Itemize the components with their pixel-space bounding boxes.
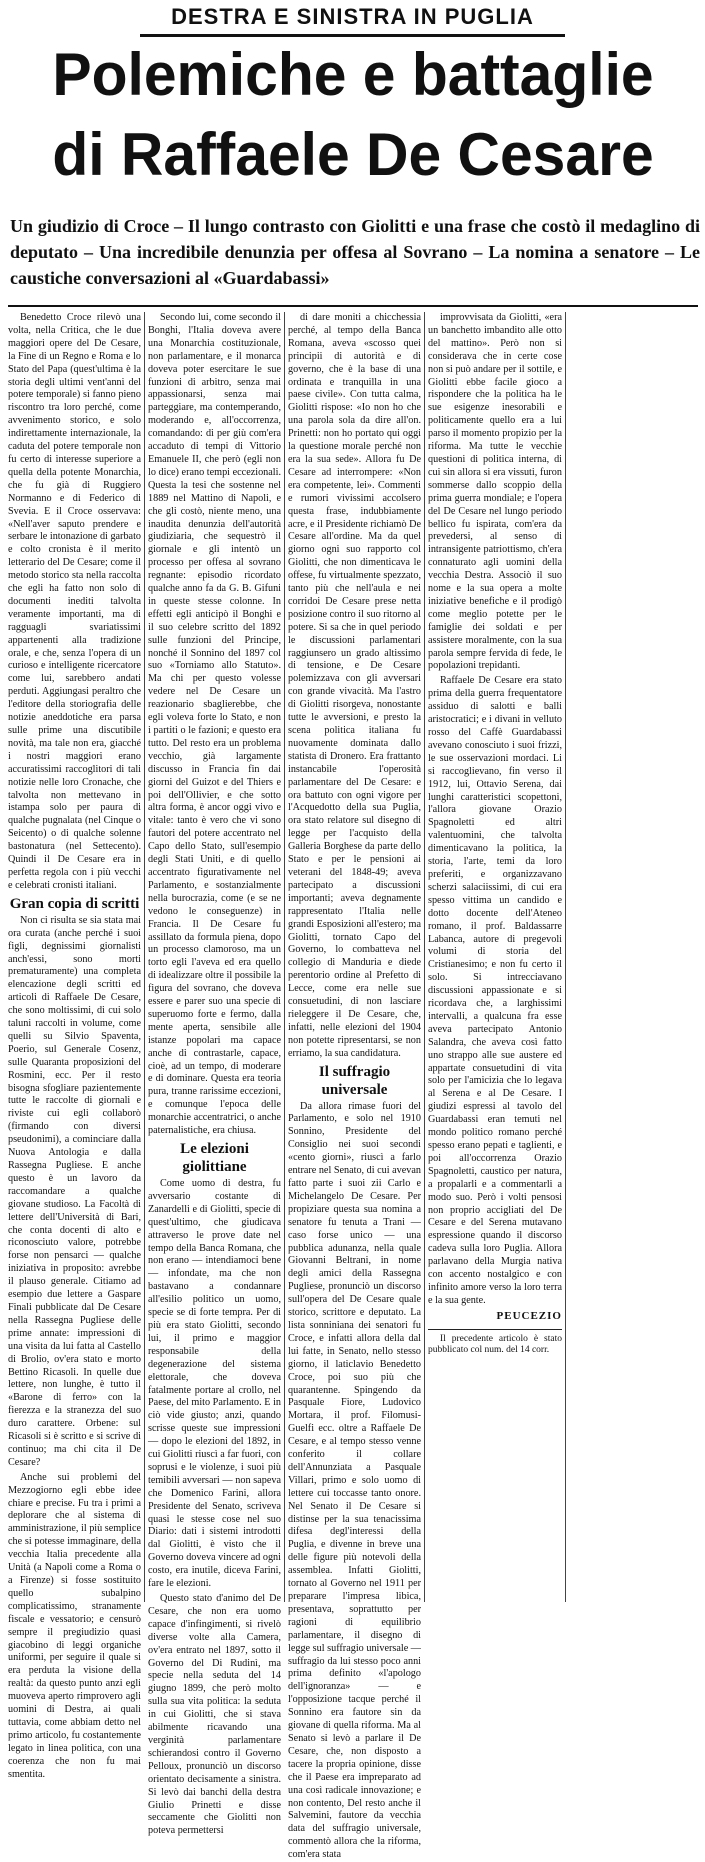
divider-rule (8, 305, 698, 307)
column-divider (565, 312, 566, 1602)
article-column-1 (8, 312, 141, 1780)
column-divider (284, 312, 285, 1602)
paragraph: Secondo lui, come secondo il Bonghi, l'Italia doveva avere una Monarchia costituzionale, non parlamentare, e il monarca doveva poter esercitare le sue funzioni di arbitro, senza mai appassionarsi, senza mai parteggiare, ma contemperando, moderando e, all'occorrenza, comandando: di per giù com'era accaduto di tempi di Vittorio Emanuele II, che però (egli non lo dice) erano tempi eccezionali. Questa la tesi che sostenne nel 1889 nel Mattino di Napoli, e che gli costò, niente meno, una inaudita denunzia dell'autorità giudiziaria, che sequestrò il giornale e gli intentò un processo per offesa al sovrano regnante: episodio ricordato qualche anno fa da G. B. Gifuni in queste stesse colonne. In effetti egli anticipò il Bonghi e il suo celebre scritto del 1892 sulle funzioni del Principe, nonché il Sonnino del 1897 col suo «Torniamo allo Statuto». Ma chi per questo volesse vedere nel De Cesare un reazionario sbaglierebbe, che egli voleva forte lo Stato, e non i partiti o le fazioni; e questo era tutto. Del resto era un problema vecchio, già largamente discusso in Francia fin dai giorni del Guizot e del Thiers e poi dell'Ollivier, e che sotto altra forma, è ancor oggi vivo e vitale: tanto è vero che vi sono fautori del potere accentrato nel Capo dello Stato, sull'esempio degli Stati Uniti, e di quello accentrato figurativamente nel Parlamento, e sostanzialmente nella burocrazia, come (e se ne vedono le conseguenze) in Francia. Il De Cesare fu assillato da formula piena, dopo un processo clamoroso, ma un torto egli l'aveva ed era quello di idealizzare oltre il possibile la figura del sovrano, che doveva essere e parer suo una specie di superuomo forte e fermo, dalla mente aperta, sensibile alle istanze popolari ma capace anche di contrastarle, capace, cioè, ad un tempo, di moderare e di dominare. Questa era teoria pura, tranne rarissime eccezioni, e comunque l'epoca delle monarchie accentratrici, o anche paternalistiche, era chiusa. (148, 312, 281, 1137)
paragraph: Anche sui problemi del Mezzogiorno egli ebbe idee chiare e precise. Fu tra i primi a deplorare che al sistema di amministrazione, il più semplice che si potesse immaginare, della vecchia Italia precedente alla Unità (a Napoli come a Roma o a Firenze) si fosse sostituito quello subalpino complicatissimo, stranamente fiscale e vessatorio; e censurò sempre il pregiudizio quasi giacobino di leggi organiche uniformi, per seguire il quale si era perduta la visione della realtà: da questo punto anzi egli muoveva aperto rimprovero agli uomini di Destra, ai quali tuttavia, come abbiam detto nel primo articolo, fu costantemente legato in linea politica, con una coerenza che non fu mai smentita. (8, 1471, 141, 1780)
column-divider (144, 312, 145, 1602)
article-column-4 (428, 312, 562, 1602)
editorial-note: Il precedente articolo è stato pubblicato col num. del 14 corr. (428, 1333, 562, 1356)
article-column-2 (148, 312, 281, 1837)
article-column-3 (288, 312, 421, 1861)
kicker-rule (140, 34, 565, 37)
headline-line-1: Polemiche e battaglie (52, 41, 654, 108)
kicker: DESTRA E SINISTRA IN PUGLIA (171, 4, 534, 29)
paragraph: di dare moniti a chicchessia perché, al tempo della Banca Romana, aveva «scosso quei principii di autorità e di governo, che è la base di una ordinata e tranquilla in una paese civile». Con tutta calma, Giolitti rispose: «Io non ho che una parola sola da dire all'on. Prinetti: non ho portato qui oggi la questione morale perché non era la sua sede». Allora fu De Cesare ad interrompere: «Non era competente, lei». Commenti e rumori vivissimi accolsero questa frase, indubbiamente acre, e il Presidente richiamò De Cesare all'ordine. Ma da quel giorno ogni suo rapporto col Giolitti, che non dimenticava le offese, fu virtualmente spezzato, tanto più che nell'aula e nei corridoi De Cesare prese netta posizione contro il suo ritorno al potere. Si sa che in quel periodo le discussioni parlamentari raggiunsero un grado altissimo di tensione, e De Cesare polemizzava con gli avversari con grande vivacità. Ma l'astro di Giolitti risorgeva, nonostante tutte le avversioni, e presto la scena politica italiana fu nuovamente dominata dallo statista di Dronero. Era frattanto instancabile l'operosità parlamentare del De Cesare: e ora battuto con ogni vigore per l'Acquedotto della sua Puglia, ora stato relatore sul disegno di legge per l'acquisto della Galleria Borghese da parte dello Stato e per le pensioni ai veterani del 1848-49; aveva partecipato a discussioni importanti; aveva degnamente rappresentato l'Italia nelle grandi Esposizioni all'estero; ma Giolitti, tornato Capo del Governo, lo combatteva nel collegio di Manduria e diede perentorio ordine al Prefetto di Lecce, come era nelle sue consuetudini, di non lasciare rieleggere il De Cesare, che, infatti, nelle elezioni del 1904 non potette ripresentarsi, se non erriamo, la sua candidatura. (288, 312, 421, 1059)
paragraph: Da allora rimase fuori del Parlamento, e solo nel 1910 Sonnino, Presidente del Consiglio nei suoi secondi «cento giorni», riuscì a farlo entrare nel Senato, di cui avevan fatto parte i suoi zii Carlo e Michelangelo De Cesare. Per propiziare questa sua nomina a senatore fu tenuta a Trani — caso forse unico — una pubblica adunanza, nella quale Giovanni Beltrani, in nome degli amici della Rassegna Pugliese, pronunciò un discorso sull'opera del De Cesare quale storico, scrittore e deputato. La lista sonniniana dei senatori fu Croce, e infatti allora della dal lui fatte, in Senato, nello stesso giorno, il laticlavio Benedetto Croce, poi suo più che quarantenne. Spingendo da Pasquale Fiore, Ludovico Mortara, il prof. Filomusi-Guelfi ecc. oltre a Raffaele De Cesare, e al tempo stesso venne conferito il collare dell'Annunziata a Pasquale Villari, primo e solo uomo di lettere cui toccasse tanto onore. Nel Senato il De Cesare si distinse per la sua tenacissima difesa degl'interessi della Puglia, e divenne in breve una delle figure più notevoli della assemblea. Infatti Giolitti, tornato al Governo nel 1911 per preparare l'impresa libica, presentava, soprattutto per ragioni di equilibrio parlamentare, il disegno di legge sul suffragio universale — suffragio da lui stesso poco anni prima definito «l'apologo dell'ignoranza» — e l'opposizione tacque perché il Sonnino era fautore sin da giovane di quella riforma. Ma al Senato si levò a parlare il De Cesare, che, non disposto a tacere la propria opinione, disse che il Paese era impreparato ad una così radicale innovazione; e non contento, Del resto anche il Salvemini, fautore da vecchia data del suffragio universale, commentò allora che la riforma, com'era stata (288, 1100, 421, 1861)
article-columns (8, 312, 700, 1861)
paragraph: improvvisata da Giolitti, «era un banchetto imbandito alle otto del mattino». Però non si considerava che in certe cose non si può andare per il sottile, e Giolitti ebbe facile gioco a rispondere che la politica ha le sue esigenze inesorabili e politicamente quello era a lui parso il momento propizio per la riforma. Ma tutte le vecchie questioni di politica interna, di cui sin allora si era vissuti, furon sommerse dallo scoppio della prima guerra mondiale; e l'opera del De Cesare nel lungo periodo bellico fu ispirata, com'era da prevedersi, al senso di intransigente patriottismo, ch'era connaturato agli uomini della vecchia Destra. Associò il suo nome e la sua opera a molte iniziative benefiche e il prodigò come meglio potette per le famiglie dei soldati e per assistere moralmente, con la sua parola sempre fervida di fede, le popolazioni trepidanti. (428, 312, 562, 672)
paragraph: Questo stato d'animo del De Cesare, che non era uomo capace d'infingimenti, si rivelò diverse volte alla Camera, ov'era entrato nel 1897, sotto il Governo del Di Rudinì, ma specie nella seduta del 14 giugno 1899, che però molto sulla sua vita politica: la seduta in cui Giolitti, che si stava abilmente ricavando una verginità parlamentare schierandosi contro il Governo Pelloux, pronunciò un discorso orientato decisamente a sinistra. Si levò dai banchi della destra Giulio Prinetti e disse seccamente che Giolitti non poteva permettersi (148, 1593, 281, 1837)
section-heading: Il suffragio universale (318, 1063, 391, 1098)
paragraph: Come uomo di destra, fu avversario costante di Zanardelli e di Giolitti, specie di quest'ultimo, che giudicava attraverso le prove date nel tempo della Banca Romana, che non erano — intendiamoci bene — infondate, ma che non bastavano a condannare all'esilio politico un uomo, specie se di forte tempra. Per di più era stato Giolitti, secondo lui, il primo e maggior responsabile della degenerazione del sistema elettorale, che doveva fatalmente portare al crollo, nel Paese, del mito Parlamento. E in ciò vide giusto; anzi, quando scrisse queste sue impressioni — dopo le elezioni del 1892, in cui Giolitti riuscì a far fuori, con soprusi e le violenze, i suoi più temibili avversari — non sapeva che Domenico Farini, allora Presidente del Senato, scriveva quasi le stesse cose nel suo Diario: dati i sistemi introdotti dal Giolitti, è visto che il Governo doveva vincere ad ogni costo, era inutile, diceva Farini, fare le elezioni. (148, 1178, 281, 1590)
headline-line-2: di Raffaele De Cesare (52, 121, 654, 188)
subheadline: Un giudizio di Croce – Il lungo contrasto con Giolitti e una frase che costò il medaglino di deputato – Una incredibile denunzia per offesa al Sovrano – La nomina a senatore – Le caustiche conversazioni al «Guardabassi» (10, 216, 700, 288)
paragraph: Benedetto Croce rilevò una volta, nella Critica, che le due maggiori opere del De Cesare, la Fine di un Regno e Roma e lo Stato del Papa (quest'ultima è la storia degli ultimi vent'anni del potere temporale) si fanno pieno riscontro tra loro perché, come avvenimento storico, e solo indirettamente internazionale, la caduta del potere temporale non fu certo di interesse superiore a quella della potente Monarchia, che fu già di Ruggiero Normanno e di Federico di Svevia. E il Croce osservava: «Nell'aver saputo prendere e serbare le intonazione di garbato e colto cronista è il merito letterario del De Cesare; come il metodo storico sta nella raccolta che egli ha fatto non solo di documenti inediti talvolta veramente importanti, ma di ragguagli svariatissimi appartenenti alla tradizione orale, e che, senza l'opera di un curioso e intelligente ricercatore come lui, sarebbero andati perduti. Aggiungasi peraltro che l'editore della storiografia delle notizie aneddotiche era parsa sulle prime una discutibile novità, ma tale non era, giacché i nostri maggiori erano accuratissimi raccoglitori di tali notizie nelle loro Cronache, che talvolta non mettevano in istampa solo per paura di qualche pugnalata (nel Cinque o Seicento) o di qualche solenne bastonatura (nel Settecento). Quindi il De Cesare era in perfetta regola con i più vecchi e celebrati cronisti italiani. (8, 312, 141, 891)
author-signature: PEUCEZIO (496, 1309, 562, 1322)
column-divider (424, 312, 425, 1602)
section-heading: Le elezioni giolittiane (180, 1141, 249, 1175)
section-heading: Gran copia di scritti (9, 895, 140, 912)
paragraph: Raffaele De Cesare era stato prima della guerra frequentatore assiduo di salotti e balli aristocratici; e i divani in velluto rosso del Caffè Guardabassi avevano conosciuto i suoi frizzi, le sue osservazioni mordaci. Li si raccoglievano, fin verso il 1912, lui, Ottavio Serena, dai lunghi caratteristici scopettoni, l'allora giovane Orazio Spagnoletti ed altri valentuomini, che talvolta dimenticavano la politica, la storia, l'arte, temi da loro preferiti, e organizzavano scherzi salaciissimi, di cui era spesso vittima un candido e dotto docente dell'Ateneo romano, il prof. Baldassarre Labanca, autore di pregevoli volumi di storia del Cristianesimo; e non fu certo il solo. Si intrecciavano discussioni appassionate e si ricordava che, a larghissimi intervalli, a qualcuna fra esse aveva partecipato Antonio Salandra, che aveva così fatto uno strappo alle sue austere ed appartate consuetudini di vita solo per l'amicizia che lo legava al Serena e al De Cesare. I giudizi espressi al tavolo del Guardabassi eran temuti nel mondo politico romano perché spesso erano pepati e taglienti, e poi all'occorrenza Orazio Spagnoletti, caustico per natura, a propalarli e a commentarli a modo suo. Però i volti pensosi non proprio accigliati del De Cesare e del Serena mutavano espressione quando il discorso cadeva sulla loro Puglia. Allora parlavano della Murgia nativa con accento nostalgico e con infinito amore verso la loro terra e la sua gente. (428, 675, 562, 1306)
note-rule (428, 1329, 562, 1330)
paragraph: Non ci risulta se sia stata mai ora curata (anche perché i suoi figli, degnissimi giornalisti anch'essi, sono morti prematuramente) una completa elencazione degli scritti ed articoli di Raffaele De Cesare, che sono moltissimi, di cui solo taluni raccolti in volume, come quelli su Silvio Spaventa, Poerio, sul Generale Cosenz, sulle Quaranta proposizioni del Rosmini, ecc. Per il resto bisogna sfogliare pazientemente tutte le raccolte di giornali e riviste cui egli collaborò (firmando con diversi pseudonimi), a cominciare dalla Nuova Antologia e dalla Rassegna Pugliese. E anche questo è un lavoro da raccomandare a qualche giovane studioso. La Facoltà di lettere dell'Università di Bari, che conta docenti di alto e riconosciuto valore, potrebbe forse non pensarci — qualche iniziativa in proposito: avrebbe il plauso generale. Citiamo ad esempio due lettere a Gaspare Finali pubblicate dal De Cesare nella Rassegna Pugliese delle prime annate: impressioni di una visita da lui fatta al Castello di Brolio, ov'era stato e morto Bettino Ricasoli. In quelle due lettere, non lunghe, è tutto il «Barone di ferro» con la fierezza e la stranezza del suo duro carattere. Orbene: sul Ricasoli si è scritto e si scrive di continuo; ma chi cita il De Cesare? (8, 914, 141, 1468)
